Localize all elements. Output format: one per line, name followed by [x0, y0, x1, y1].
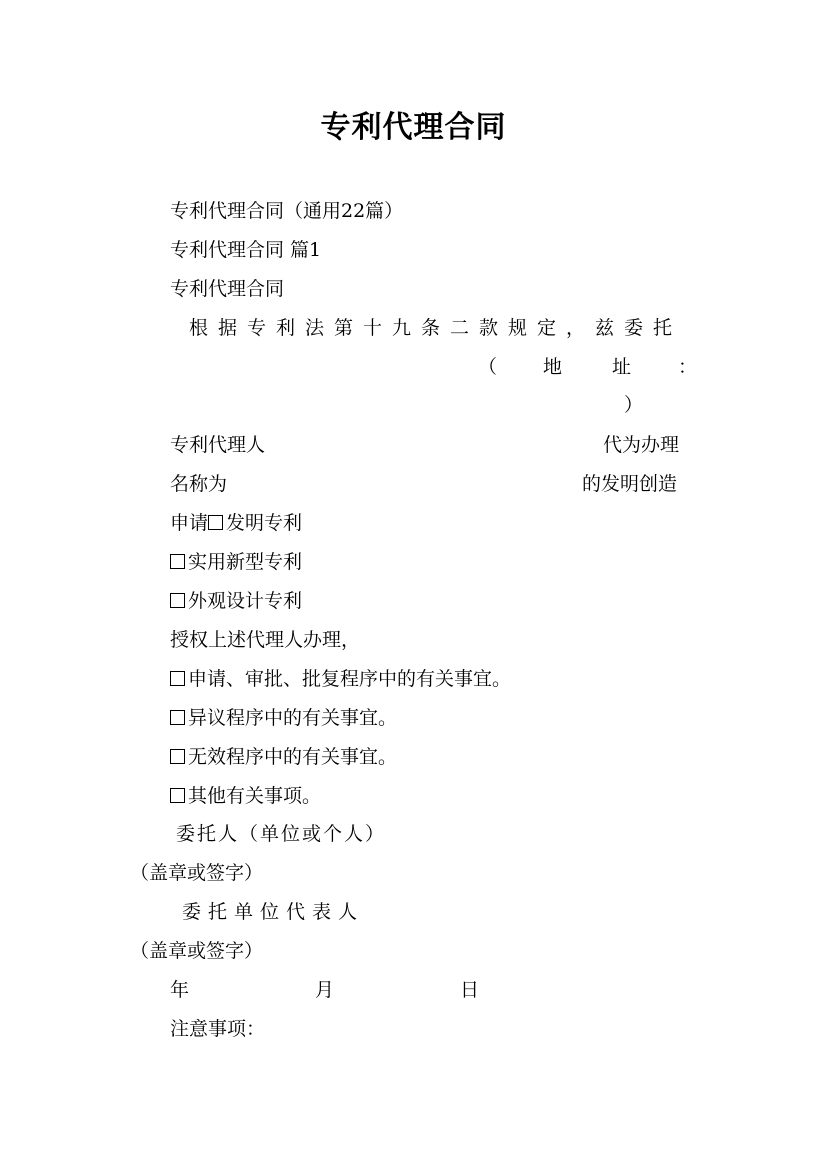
option-application-procedure: [170, 667, 511, 691]
checkbox-icon[interactable]: [170, 593, 185, 608]
invention-suffix: 的发明创造: [582, 473, 678, 495]
checkbox-icon[interactable]: [170, 710, 185, 725]
document-title: 专利代理合同: [320, 110, 507, 145]
address-close-paren: ）: [624, 394, 644, 416]
subtitle-part: 专利代理合同 篇1: [170, 239, 322, 261]
checkbox-icon[interactable]: [170, 749, 185, 764]
option-label: 申请、审批、批复程序中的有关事宜。: [188, 668, 512, 690]
authorization-text: 授权上述代理人办理，: [170, 629, 361, 651]
representative-seal-signature: （盖章或签字）: [130, 940, 264, 962]
address-open-paren: （: [478, 356, 498, 378]
apply-label: 申请: [170, 512, 209, 534]
invention-name-label: 名称为: [170, 473, 228, 495]
option-label: 实用新型专利: [188, 551, 303, 573]
client-representative-label: 委托单位代表人: [182, 901, 365, 923]
option-label: 异议程序中的有关事宜。: [188, 707, 398, 729]
agent-handle-text: 代为办理: [603, 434, 680, 456]
checkbox-icon[interactable]: [208, 515, 223, 530]
option-label: 无效程序中的有关事宜。: [188, 746, 398, 768]
notes-heading: 注意事项：: [170, 1018, 266, 1040]
option-other-matters: [170, 784, 321, 808]
contract-heading: 专利代理合同: [170, 278, 285, 300]
address-label-di: 地: [543, 356, 563, 378]
intro-sentence: 根据专利法第十九条二款规定，兹委托: [189, 317, 683, 339]
agent-label: 专利代理人: [170, 434, 266, 456]
checkbox-icon[interactable]: [170, 554, 185, 569]
client-label: 委托人（单位或个人）: [176, 823, 387, 845]
date-month: 月: [315, 979, 335, 1001]
option-label: 发明专利: [226, 512, 303, 534]
option-invalidation-procedure: [170, 745, 397, 769]
address-colon: ：: [678, 356, 698, 378]
option-utility-model: [170, 550, 302, 574]
checkbox-icon[interactable]: [170, 671, 185, 686]
option-design-patent: [170, 589, 302, 613]
checkbox-icon[interactable]: [170, 788, 185, 803]
address-label-zhi: 址: [612, 356, 632, 378]
option-label: 其他有关事项。: [188, 785, 322, 807]
date-year: 年: [170, 979, 190, 1001]
date-day: 日: [460, 979, 480, 1001]
option-opposition-procedure: [170, 706, 397, 730]
option-label: 外观设计专利: [188, 590, 303, 612]
client-seal-signature: （盖章或签字）: [130, 862, 264, 884]
option-invention-patent: [170, 511, 302, 535]
subtitle-collection: 专利代理合同（通用22篇）: [170, 200, 404, 222]
